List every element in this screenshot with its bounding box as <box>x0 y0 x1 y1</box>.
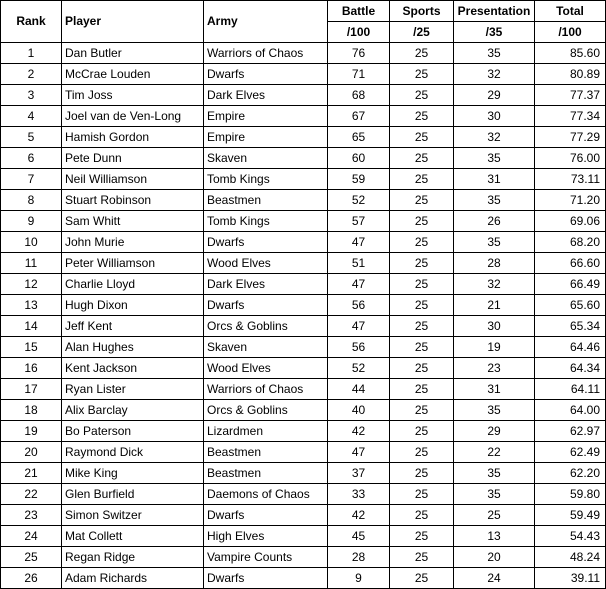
results-body <box>1 43 606 589</box>
army-header: Army <box>204 1 328 43</box>
total-cell: 69.06 <box>535 211 606 232</box>
total-cell: 80.89 <box>535 64 606 85</box>
presentation-cell: 21 <box>454 295 535 316</box>
army-cell: Skaven <box>204 337 328 358</box>
player-cell: Sam Whitt <box>62 211 204 232</box>
total-cell: 64.34 <box>535 358 606 379</box>
sports-cell: 25 <box>390 400 454 421</box>
army-cell: Warriors of Chaos <box>204 43 328 64</box>
army-cell: Daemons of Chaos <box>204 484 328 505</box>
sports-cell: 25 <box>390 547 454 568</box>
presentation-cell: 35 <box>454 232 535 253</box>
battle-cell: 37 <box>328 463 390 484</box>
battle-cell: 68 <box>328 85 390 106</box>
army-cell: Dark Elves <box>204 274 328 295</box>
rank-cell: 12 <box>1 274 62 295</box>
battle-cell: 57 <box>328 211 390 232</box>
presentation-max-header: /35 <box>454 22 535 43</box>
battle-cell: 47 <box>328 316 390 337</box>
army-cell: Wood Elves <box>204 358 328 379</box>
presentation-cell: 35 <box>454 463 535 484</box>
table-row <box>1 337 606 358</box>
army-cell: Beastmen <box>204 190 328 211</box>
total-cell: 66.60 <box>535 253 606 274</box>
battle-cell: 40 <box>328 400 390 421</box>
total-cell: 76.00 <box>535 148 606 169</box>
battle-cell: 45 <box>328 526 390 547</box>
battle-cell: 28 <box>328 547 390 568</box>
army-cell: Empire <box>204 127 328 148</box>
sports-cell: 25 <box>390 568 454 589</box>
rank-cell: 9 <box>1 211 62 232</box>
rank-cell: 8 <box>1 190 62 211</box>
rank-cell: 17 <box>1 379 62 400</box>
presentation-cell: 30 <box>454 316 535 337</box>
presentation-cell: 35 <box>454 190 535 211</box>
player-cell: Alan Hughes <box>62 337 204 358</box>
sports-cell: 25 <box>390 484 454 505</box>
total-cell: 59.49 <box>535 505 606 526</box>
player-cell: Tim Joss <box>62 85 204 106</box>
rank-cell: 18 <box>1 400 62 421</box>
presentation-cell: 29 <box>454 85 535 106</box>
total-cell: 48.24 <box>535 547 606 568</box>
sports-cell: 25 <box>390 295 454 316</box>
battle-max-header: /100 <box>328 22 390 43</box>
presentation-header: Presentation <box>454 1 535 22</box>
rank-cell: 2 <box>1 64 62 85</box>
header-row-1 <box>1 1 606 22</box>
presentation-cell: 35 <box>454 43 535 64</box>
sports-cell: 25 <box>390 169 454 190</box>
player-cell: Regan Ridge <box>62 547 204 568</box>
army-cell: Warriors of Chaos <box>204 379 328 400</box>
rank-cell: 10 <box>1 232 62 253</box>
sports-cell: 25 <box>390 43 454 64</box>
total-cell: 65.34 <box>535 316 606 337</box>
player-cell: Alix Barclay <box>62 400 204 421</box>
table-row <box>1 274 606 295</box>
total-max-header: /100 <box>535 22 606 43</box>
battle-cell: 52 <box>328 358 390 379</box>
table-row <box>1 169 606 190</box>
player-cell: Hamish Gordon <box>62 127 204 148</box>
army-cell: Orcs & Goblins <box>204 400 328 421</box>
player-cell: Peter Williamson <box>62 253 204 274</box>
player-cell: Mat Collett <box>62 526 204 547</box>
total-header: Total <box>535 1 606 22</box>
player-cell: Joel van de Ven-Long <box>62 106 204 127</box>
table-row <box>1 463 606 484</box>
table-row <box>1 316 606 337</box>
table-row <box>1 190 606 211</box>
total-cell: 64.46 <box>535 337 606 358</box>
battle-cell: 42 <box>328 505 390 526</box>
battle-cell: 33 <box>328 484 390 505</box>
rank-cell: 24 <box>1 526 62 547</box>
presentation-cell: 32 <box>454 64 535 85</box>
presentation-cell: 20 <box>454 547 535 568</box>
army-cell: Empire <box>204 106 328 127</box>
rank-cell: 14 <box>1 316 62 337</box>
presentation-cell: 35 <box>454 400 535 421</box>
table-row <box>1 547 606 568</box>
army-cell: Vampire Counts <box>204 547 328 568</box>
sports-header: Sports <box>390 1 454 22</box>
total-cell: 62.20 <box>535 463 606 484</box>
player-cell: Mike King <box>62 463 204 484</box>
presentation-cell: 19 <box>454 337 535 358</box>
army-cell: Skaven <box>204 148 328 169</box>
table-row <box>1 484 606 505</box>
total-cell: 65.60 <box>535 295 606 316</box>
sports-cell: 25 <box>390 127 454 148</box>
army-cell: Dwarfs <box>204 64 328 85</box>
player-cell: Glen Burfield <box>62 484 204 505</box>
presentation-cell: 30 <box>454 106 535 127</box>
table-row <box>1 127 606 148</box>
rank-cell: 5 <box>1 127 62 148</box>
presentation-cell: 31 <box>454 379 535 400</box>
total-cell: 77.29 <box>535 127 606 148</box>
battle-cell: 44 <box>328 379 390 400</box>
player-cell: Jeff Kent <box>62 316 204 337</box>
sports-cell: 25 <box>390 505 454 526</box>
player-cell: Raymond Dick <box>62 442 204 463</box>
table-row <box>1 106 606 127</box>
sports-cell: 25 <box>390 463 454 484</box>
table-row <box>1 421 606 442</box>
rank-cell: 19 <box>1 421 62 442</box>
army-cell: Tomb Kings <box>204 211 328 232</box>
presentation-cell: 32 <box>454 127 535 148</box>
battle-cell: 47 <box>328 442 390 463</box>
battle-cell: 47 <box>328 232 390 253</box>
total-cell: 62.97 <box>535 421 606 442</box>
sports-cell: 25 <box>390 337 454 358</box>
table-row <box>1 442 606 463</box>
table-row <box>1 358 606 379</box>
presentation-cell: 32 <box>454 274 535 295</box>
total-cell: 64.11 <box>535 379 606 400</box>
player-cell: Ryan Lister <box>62 379 204 400</box>
presentation-cell: 31 <box>454 169 535 190</box>
sports-cell: 25 <box>390 106 454 127</box>
presentation-cell: 13 <box>454 526 535 547</box>
army-cell: Wood Elves <box>204 253 328 274</box>
rank-cell: 25 <box>1 547 62 568</box>
player-cell: Neil Williamson <box>62 169 204 190</box>
total-cell: 68.20 <box>535 232 606 253</box>
sports-cell: 25 <box>390 526 454 547</box>
rank-cell: 4 <box>1 106 62 127</box>
presentation-cell: 28 <box>454 253 535 274</box>
sports-cell: 25 <box>390 64 454 85</box>
rank-cell: 15 <box>1 337 62 358</box>
rank-cell: 20 <box>1 442 62 463</box>
sports-max-header: /25 <box>390 22 454 43</box>
rank-cell: 23 <box>1 505 62 526</box>
player-cell: John Murie <box>62 232 204 253</box>
table-row <box>1 85 606 106</box>
army-cell: Dwarfs <box>204 505 328 526</box>
army-cell: Dwarfs <box>204 232 328 253</box>
player-cell: McCrae Louden <box>62 64 204 85</box>
presentation-cell: 35 <box>454 484 535 505</box>
battle-cell: 52 <box>328 190 390 211</box>
table-row <box>1 253 606 274</box>
army-cell: Lizardmen <box>204 421 328 442</box>
sports-cell: 25 <box>390 274 454 295</box>
player-cell: Adam Richards <box>62 568 204 589</box>
total-cell: 77.34 <box>535 106 606 127</box>
army-cell: Beastmen <box>204 463 328 484</box>
battle-cell: 59 <box>328 169 390 190</box>
presentation-cell: 35 <box>454 148 535 169</box>
battle-cell: 51 <box>328 253 390 274</box>
sports-cell: 25 <box>390 421 454 442</box>
total-cell: 71.20 <box>535 190 606 211</box>
sports-cell: 25 <box>390 148 454 169</box>
rank-cell: 22 <box>1 484 62 505</box>
presentation-cell: 24 <box>454 568 535 589</box>
presentation-cell: 26 <box>454 211 535 232</box>
army-cell: High Elves <box>204 526 328 547</box>
battle-header: Battle <box>328 1 390 22</box>
table-row <box>1 526 606 547</box>
battle-cell: 47 <box>328 274 390 295</box>
battle-cell: 71 <box>328 64 390 85</box>
army-cell: Beastmen <box>204 442 328 463</box>
player-cell: Simon Switzer <box>62 505 204 526</box>
total-cell: 59.80 <box>535 484 606 505</box>
player-cell: Pete Dunn <box>62 148 204 169</box>
total-cell: 66.49 <box>535 274 606 295</box>
presentation-cell: 23 <box>454 358 535 379</box>
rank-cell: 3 <box>1 85 62 106</box>
rank-cell: 11 <box>1 253 62 274</box>
table-row <box>1 148 606 169</box>
total-cell: 85.60 <box>535 43 606 64</box>
battle-cell: 9 <box>328 568 390 589</box>
army-cell: Dwarfs <box>204 295 328 316</box>
battle-cell: 42 <box>328 421 390 442</box>
battle-cell: 65 <box>328 127 390 148</box>
table-row <box>1 568 606 589</box>
player-cell: Kent Jackson <box>62 358 204 379</box>
player-cell: Bo Paterson <box>62 421 204 442</box>
rank-cell: 6 <box>1 148 62 169</box>
battle-cell: 56 <box>328 295 390 316</box>
rank-header: Rank <box>1 1 62 43</box>
player-cell: Dan Butler <box>62 43 204 64</box>
sports-cell: 25 <box>390 379 454 400</box>
sports-cell: 25 <box>390 232 454 253</box>
army-cell: Dark Elves <box>204 85 328 106</box>
sports-cell: 25 <box>390 85 454 106</box>
total-cell: 39.11 <box>535 568 606 589</box>
presentation-cell: 29 <box>454 421 535 442</box>
player-cell: Stuart Robinson <box>62 190 204 211</box>
table-row <box>1 64 606 85</box>
total-cell: 62.49 <box>535 442 606 463</box>
rank-cell: 1 <box>1 43 62 64</box>
sports-cell: 25 <box>390 316 454 337</box>
battle-cell: 76 <box>328 43 390 64</box>
sports-cell: 25 <box>390 442 454 463</box>
battle-cell: 60 <box>328 148 390 169</box>
rank-cell: 21 <box>1 463 62 484</box>
table-row <box>1 232 606 253</box>
player-cell: Charlie Lloyd <box>62 274 204 295</box>
army-cell: Tomb Kings <box>204 169 328 190</box>
total-cell: 64.00 <box>535 400 606 421</box>
sports-cell: 25 <box>390 190 454 211</box>
total-cell: 54.43 <box>535 526 606 547</box>
presentation-cell: 22 <box>454 442 535 463</box>
total-cell: 73.11 <box>535 169 606 190</box>
rank-cell: 7 <box>1 169 62 190</box>
battle-cell: 56 <box>328 337 390 358</box>
rank-cell: 13 <box>1 295 62 316</box>
player-cell: Hugh Dixon <box>62 295 204 316</box>
table-row <box>1 379 606 400</box>
total-cell: 77.37 <box>535 85 606 106</box>
army-cell: Dwarfs <box>204 568 328 589</box>
table-row <box>1 505 606 526</box>
sports-cell: 25 <box>390 358 454 379</box>
sports-cell: 25 <box>390 253 454 274</box>
presentation-cell: 25 <box>454 505 535 526</box>
rank-cell: 16 <box>1 358 62 379</box>
rank-cell: 26 <box>1 568 62 589</box>
army-cell: Orcs & Goblins <box>204 316 328 337</box>
battle-cell: 67 <box>328 106 390 127</box>
table-row <box>1 295 606 316</box>
player-header: Player <box>62 1 204 43</box>
table-row <box>1 211 606 232</box>
table-row <box>1 43 606 64</box>
sports-cell: 25 <box>390 211 454 232</box>
table-row <box>1 400 606 421</box>
